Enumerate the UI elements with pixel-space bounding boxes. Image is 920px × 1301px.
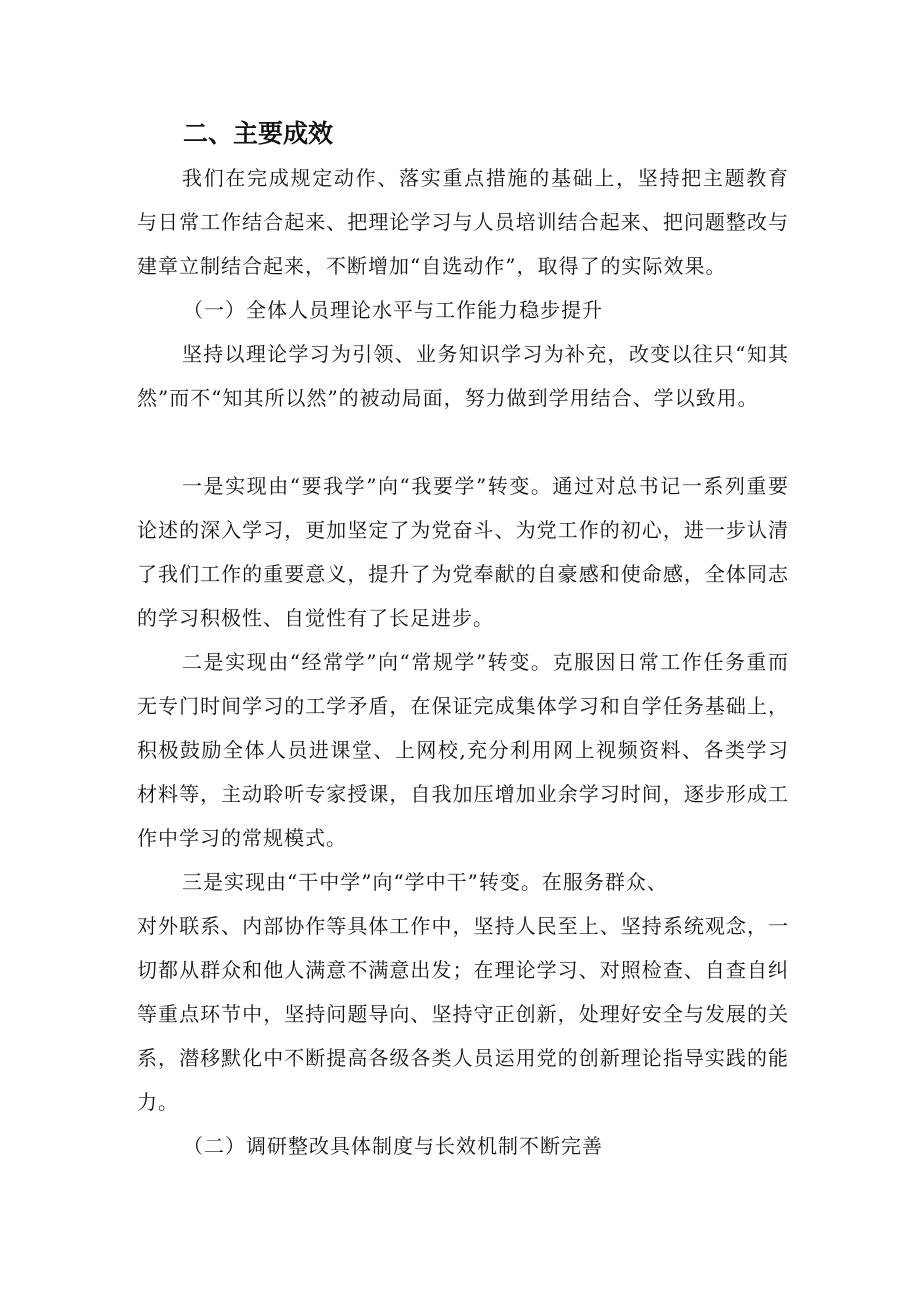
- subsection-1-intro-paragraph: 坚持以理论学习为引领、业务知识学习为补充，改变以往只“知其然”而不“知其所以然”的被动局面，努力做到学用结合、学以致用。: [137, 342, 789, 410]
- section-heading: 二、主要成效: [183, 119, 334, 148]
- point-3-first-line: 三是实现由“干中学”向“学中干”转变。在服务群众、: [182, 870, 668, 894]
- point-2-paragraph: 二是实现由“经常学”向“常规学”转变。克服因日常工作任务重而无专门时间学习的工学矛盾，在保证完成集体学习和自学任务基础上，积极鼓励全体人员进课堂、上网校,充分利用网上视频资料、各类学习材料等，主动聆听专家授课，自我加压增加业余学习时间，逐步形成工作中学习的常规模式。: [137, 650, 789, 850]
- subsection-title-2: （二）调研整改具体制度与长效机制不断完善: [183, 1134, 603, 1158]
- point-1-paragraph: 一是实现由“要我学”向“我要学”转变。通过对总书记一系列重要论述的深入学习，更加坚定了为党奋斗、为党工作的初心，进一步认清了我们工作的重要意义，提升了为党奉献的自豪感和使命感，全体同志的学习积极性、自觉性有了长足进步。: [137, 474, 789, 630]
- subsection-title-1: （一）全体人员理论水平与工作能力稳步提升: [183, 298, 603, 322]
- intro-paragraph: 我们在完成规定动作、落实重点措施的基础上，坚持把主题教育与日常工作结合起来、把理论学习与人员培训结合起来、把问题整改与建章立制结合起来，不断增加“自选动作”，取得了的实际效果。: [137, 166, 789, 278]
- point-3-paragraph-continued: 对外联系、内部协作等具体工作中，坚持人民至上、坚持系统观念，一切都从群众和他人满意不满意出发；在理论学习、对照检查、自查自纠等重点环节中，坚持问题导向、坚持守正创新，处理好安全与发展的关系，潜移默化中不断提高各级各类人员运用党的创新理论指导实践的能力。: [137, 914, 789, 1114]
